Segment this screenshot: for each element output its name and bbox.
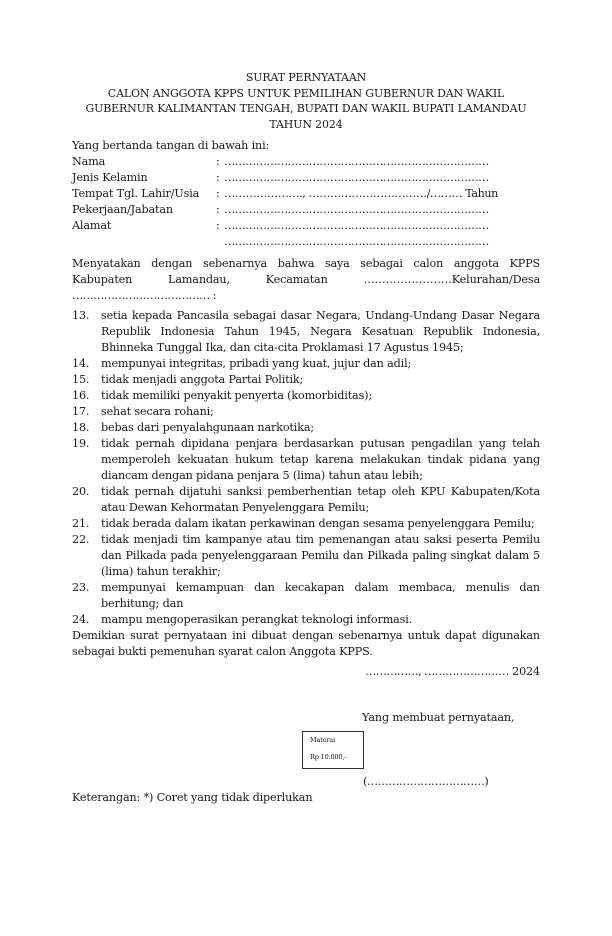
item-number: 24. (72, 613, 90, 626)
field-nama (72, 154, 540, 170)
closing-paragraph: Demikian surat pernyataan ini dibuat dengan sebenarnya untuk dapat digunakan sebagai bukti pemenuhan syarat calon Anggota KPPS. (72, 629, 540, 658)
field-colon: : (216, 171, 220, 184)
item-text: sehat secara rohani; (101, 405, 214, 418)
statement-line: ………………………………… : (72, 289, 216, 302)
field-blank[interactable]: ………………………………………………………………… (224, 235, 489, 248)
place-date-blank[interactable]: ……………, …………………… (365, 665, 509, 678)
item-text: tidak berada dalam ikatan perkawinan dengan sesama penyelenggara Pemilu; (101, 517, 535, 530)
date-line (72, 664, 540, 680)
document-title: SURAT PERNYATAAN (245, 71, 367, 84)
field-label: Pekerjaan/Jabatan (72, 203, 173, 216)
item-number: 14. (72, 357, 90, 370)
field-pekerjaan (72, 202, 540, 218)
field-jenis-kelamin (72, 170, 540, 186)
list-item (72, 404, 540, 420)
field-alamat-continued (72, 234, 540, 250)
field-blank[interactable]: …………………., ……………………………/……… Tahun (224, 187, 498, 200)
item-text: mampu mengoperasikan perangkat teknologi informasi. (101, 613, 413, 626)
list-item (72, 612, 540, 628)
stamp-amount: Rp 10.000,- (310, 753, 347, 761)
field-tempat-tgl-lahir (72, 186, 540, 202)
item-number: 23. (72, 581, 90, 594)
field-label: Alamat (72, 219, 112, 232)
identity-fields (72, 154, 540, 250)
item-number: 15. (72, 373, 90, 386)
item-text: tidak menjadi anggota Partai Politik; (101, 373, 304, 386)
field-alamat (72, 218, 540, 234)
item-text: mempunyai kemampuan dan kecakapan dalam membaca, menulis dan berhitung; dan (101, 581, 540, 610)
item-number: 18. (72, 421, 90, 434)
field-label: Tempat Tgl. Lahir/Usia (72, 187, 200, 200)
statement-line: Kabupaten Lamandau, Kecamatan ……………………Kelurahan/Desa (72, 273, 540, 286)
document-subtitle-line: GUBERNUR KALIMANTAN TENGAH, BUPATI DAN WAKIL BUPATI LAMANDAU (85, 102, 527, 115)
list-item (72, 516, 540, 532)
document-subtitle-line: TAHUN 2024 (269, 117, 343, 131)
field-colon: : (216, 155, 220, 168)
date-year: 2024 (512, 665, 540, 678)
field-label (72, 234, 216, 250)
field-blank[interactable]: ………………………………………………………………… (224, 171, 489, 184)
item-number: 13. (72, 309, 90, 322)
list-item (72, 308, 540, 356)
item-number: 21. (72, 517, 90, 530)
field-colon (216, 234, 224, 250)
intro-text: Yang bertanda tangan di bawah ini: (72, 139, 270, 152)
revenue-stamp-box (302, 731, 364, 769)
item-text: bebas dari penyalahgunaan narkotika; (101, 421, 314, 434)
item-number: 19. (72, 437, 90, 450)
item-number: 16. (72, 389, 90, 402)
field-label: Nama (72, 155, 106, 168)
field-colon: : (216, 203, 220, 216)
field-colon: : (216, 187, 220, 200)
list-item (72, 532, 540, 580)
field-blank[interactable]: ………………………………………………………………… (224, 203, 489, 216)
field-label: Jenis Kelamin (72, 171, 148, 184)
item-text: setia kepada Pancasila sebagai dasar Negara, Undang-Undang Dasar Negara Republik Indonesia Tahun 1945, Negara Kesatuan Republik Indonesia, Bhinneka Tunggal Ika, dan cita-cita Proklamasi 17 Agustus 1945; (101, 309, 540, 354)
requirements-list (72, 308, 540, 628)
document-header (72, 70, 540, 132)
signer-label: Yang membuat pernyataan, (362, 711, 515, 724)
statement-line: Menyatakan dengan sebenarnya bahwa saya sebagai calon anggota KPPS (72, 257, 540, 270)
stamp-label: Materai (310, 736, 336, 744)
field-blank[interactable]: ………………………………………………………………… (224, 155, 489, 168)
item-number: 20. (72, 485, 90, 498)
item-text: tidak memiliki penyakit penyerta (komorbiditas); (101, 389, 373, 402)
list-item (72, 580, 540, 612)
list-item (72, 484, 540, 516)
list-item (72, 388, 540, 404)
field-blank[interactable]: ………………………………………………………………… (224, 219, 489, 232)
list-item (72, 372, 540, 388)
list-item (72, 420, 540, 436)
field-colon: : (216, 219, 220, 232)
statement-document (72, 70, 540, 804)
statement-paragraph (72, 256, 540, 304)
document-subtitle-line: CALON ANGGOTA KPPS UNTUK PEMILIHAN GUBERNUR DAN WAKIL (107, 86, 505, 100)
item-number: 17. (72, 405, 90, 418)
item-text: tidak menjadi tim kampanye atau tim pemenangan atau saksi peserta Pemilu dan Pilkada pada penyelenggaraan Pemilu dan Pilkada paling singkat dalam 5 (lima) tahun terakhir; (101, 533, 540, 578)
signature-blank[interactable]: (……………………………) (363, 775, 489, 788)
item-text: tidak pernah dipidana penjara berdasarkan putusan pengadilan yang telah memperoleh kekuatan hukum tetap karena melakukan tindak pidana yang diancam dengan pidana penjara 5 (lima) tahun atau lebih; (101, 437, 540, 482)
list-item (72, 436, 540, 484)
item-text: mempunyai integritas, pribadi yang kuat, jujur dan adil; (101, 357, 412, 370)
item-number: 22. (72, 533, 90, 546)
item-text: tidak pernah dijatuhi sanksi pemberhentian tetap oleh KPU Kabupaten/Kota atau Dewan Kehormatan Penyelenggara Pemilu; (101, 485, 540, 514)
list-item (72, 356, 540, 372)
footnote: Keterangan: *) Coret yang tidak diperlukan (72, 791, 313, 804)
